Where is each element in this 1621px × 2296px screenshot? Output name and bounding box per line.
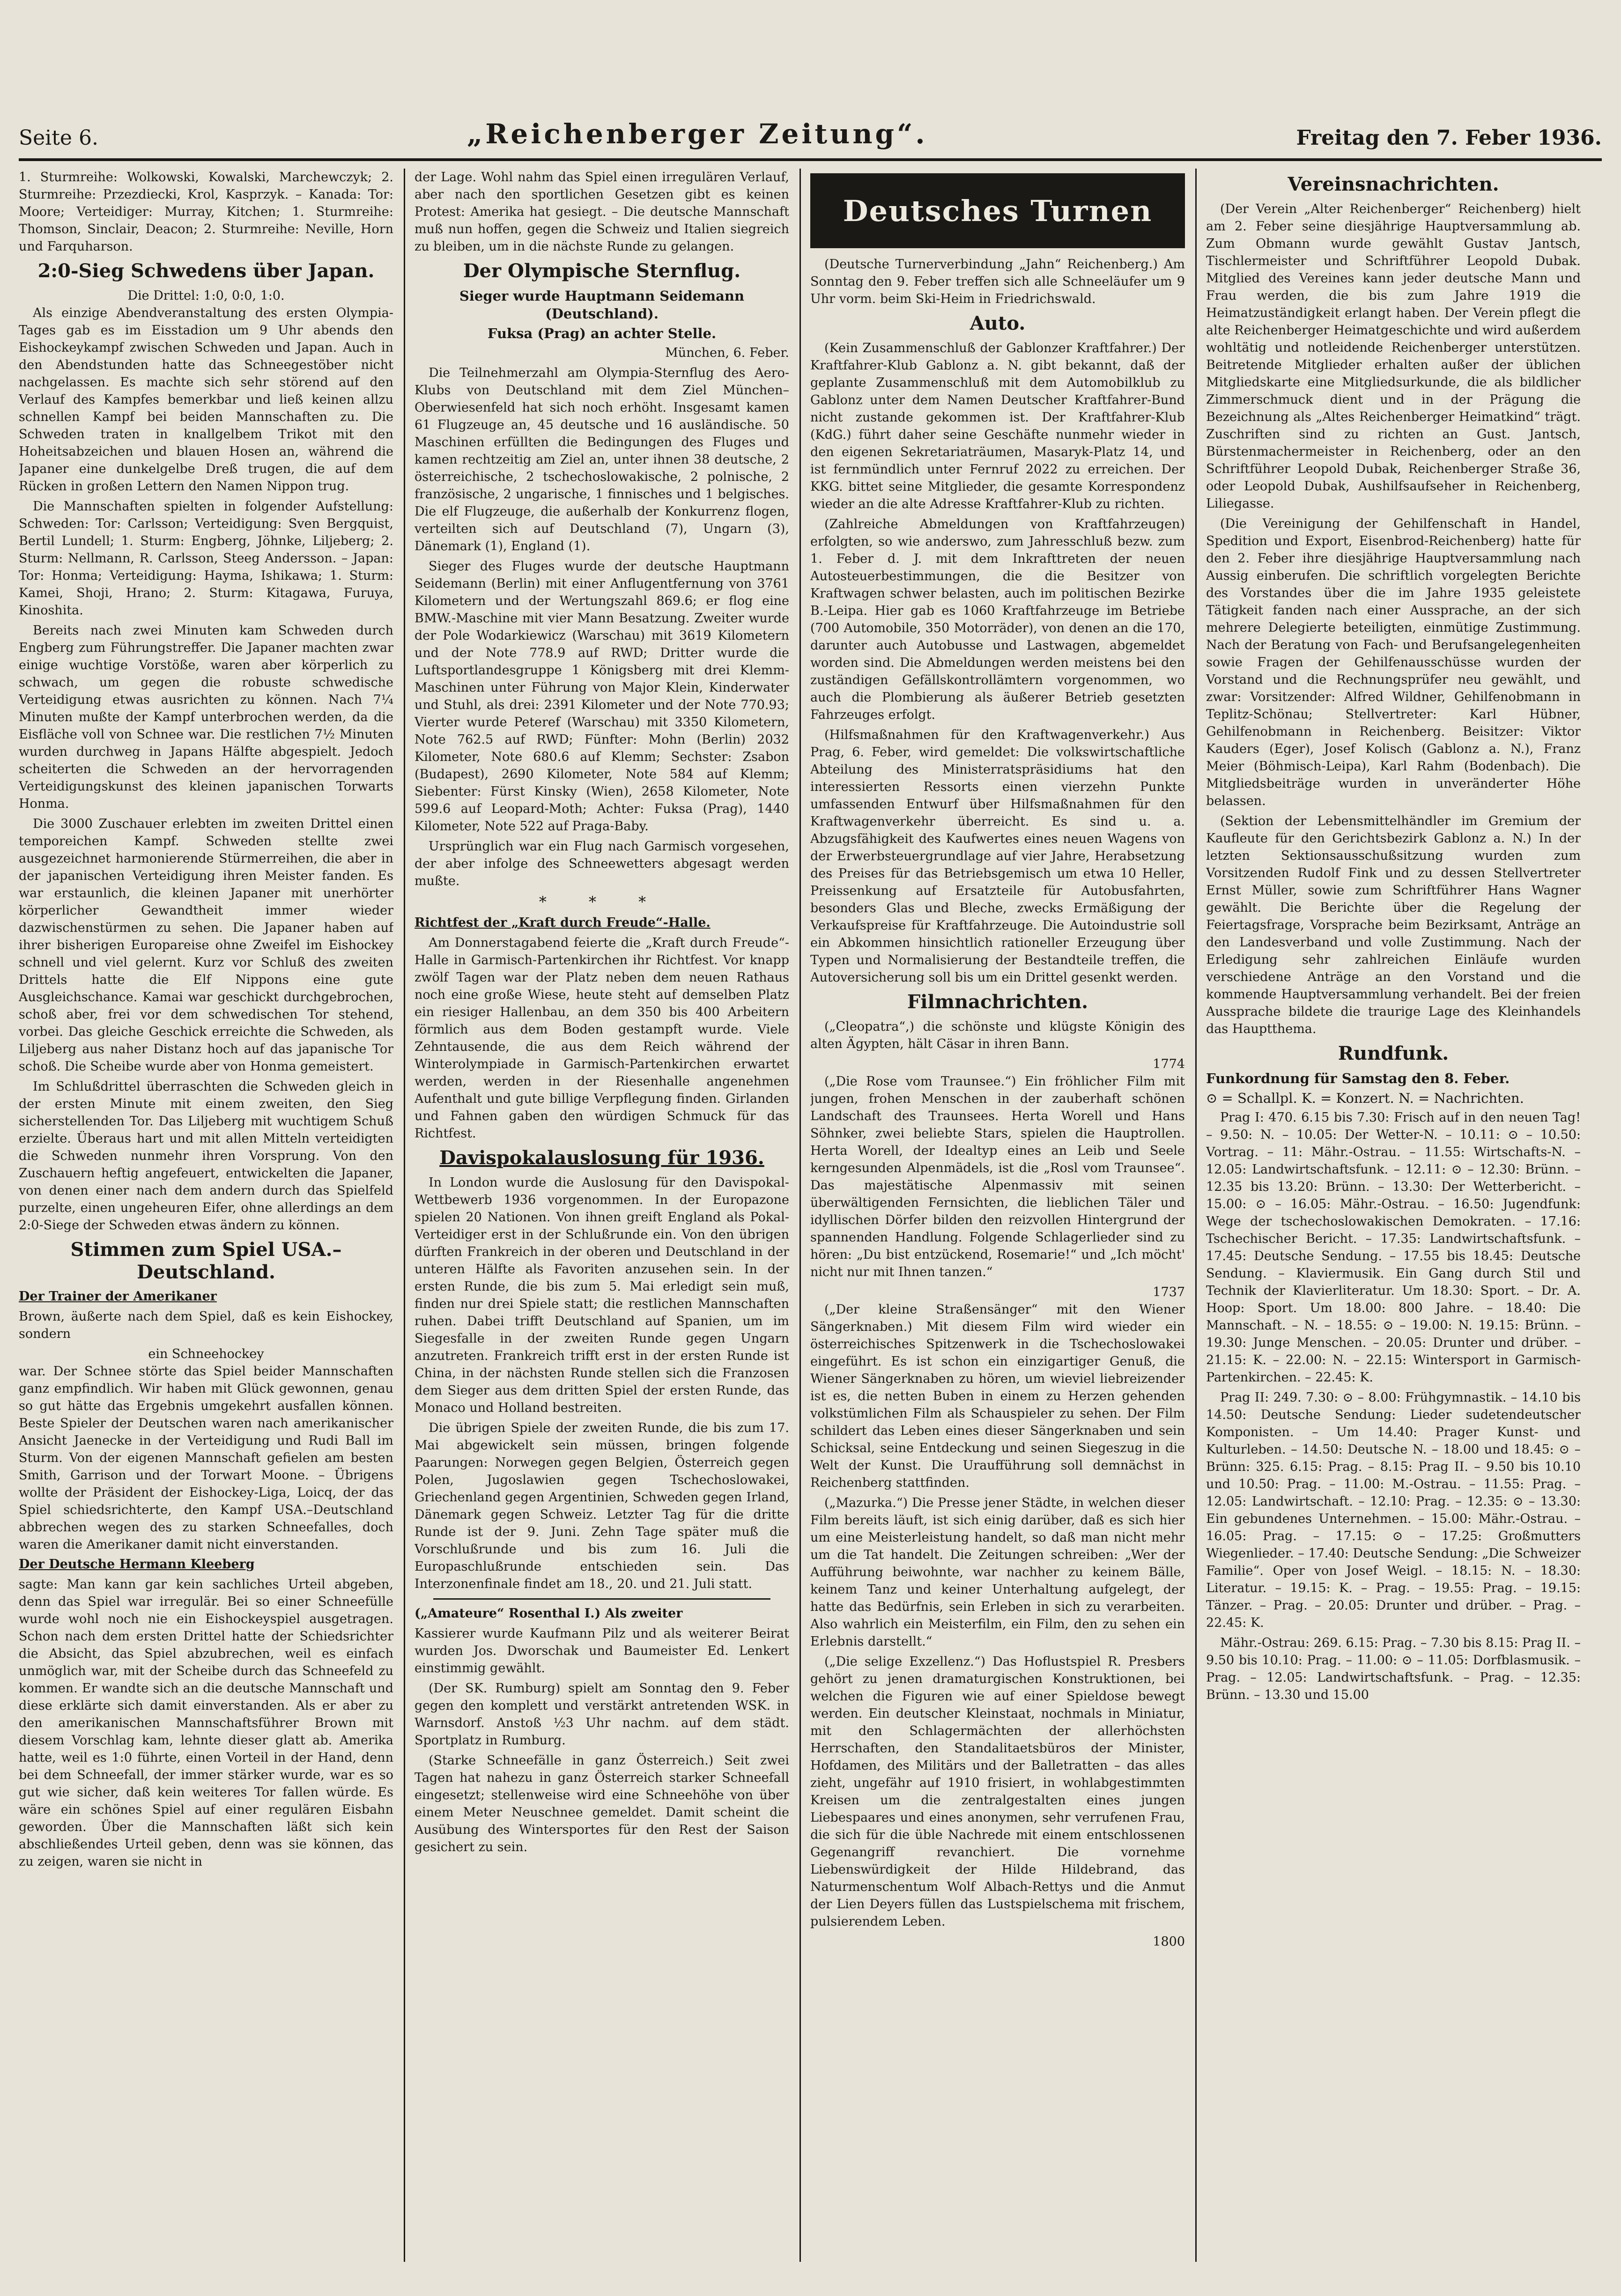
subheadline-kleeberg: Der Deutsche Hermann Kleeberg [19, 1557, 255, 1572]
divider [433, 1598, 770, 1600]
article-text: (Sektion der Lebensmittelhändler im Gremium der Kaufleute für den Gerichtsbezirk Gablonz a. N.) In der letzten Sektionsausschußsitzung wurden zum Vorsitzenden Rudolf Fink und zu dessen Stellvertreter Ernst Müller, sowie zum Schriftführer Hans Wagner gewählt. Die Berichte über die Regelung der Feiertagsfrage, Vorsprache beim Bezirksamt, Anträge an den Landesverband und volle Zustimmung. Nach der Erledigung sehr zahlreichen Einläufe wurden verschiedene Anträge an den Vorstand und die kommende Hauptversammlung verhandelt. Bei der freien Aussprache bildete die traurige Lage des Kleinhandels das Hauptthema. [1206, 814, 1581, 1036]
article-text: („Der kleine Straßensänger“ mit den Wiener Sängerknaben.) Mit diesem Film wird wieder ein österreichisches Spitzenwerk in die Tschechoslowakei eingeführt. Es ist schon ein einzigartiger Genuß, die Wiener Sängerknaben zu hören, um wieviel liebreizender ist es, die netten Buben in einem zu Herzen gehenden volkstümlichen Film als Schauspieler zu sehen. Der Film schildert das Leben eines dieser Sängerknaben und sein Schicksal, seine Entdeckung und seinen Siegeszug in die Welt der Kunst. Die Uraufführung soll demnächst in Reichenberg stattfinden. [810, 1302, 1185, 1490]
headline-vereinsnachrichten: Vereinsnachrichten. [1288, 173, 1499, 195]
subheadline: Sieger wurde Hauptmann Seidemann (Deutschland). [459, 288, 745, 322]
article-text: sagte: Man kann gar kein sachliches Urteil abgeben, denn das Spiel war irregulär. Bei so einer Schneefülle wurde wohl noch nie ein Eishockeyspiel ausgetragen. Schon nach dem ersten Drittel hatte der Schiedsrichter die Absicht, das Spiel abzubrechen, weil es einfach unmöglich war, mit der Scheibe durch das Schneefeld zu kommen. Er wandte sich an die deutsche Mannschaft und diese erklärte sich damit einverstanden. Als er aber zu den amerikanischen Mannschaftsführer Brown mit diesem Vorschlag kam, lehnte dieser glatt ab. Amerika hatte, weil es 1:0 führte, einen Vorteil in der Hand, denn bei dem Schneefall, der immer stärker wurde, war es so gut wie sicher, daß kein weiteres Tor fallen würde. Es wäre ein schönes Spiel auf einer regulären Eisbahn geworden. Über die Mannschaften läßt sich kein abschließendes Urteil geben, denn was sie können, das zu zeigen, waren sie nicht in [19, 1577, 393, 1869]
headline-sternflug: Der Olympische Sternflug. [463, 260, 741, 282]
article-text: (Die Vereinigung der Gehilfenschaft in Handel, Spedition und Export, Eisenbrod-Reichenberg) hatte für den 2. Feber ihre diesjährige Hauptversammlung nach Aussig einberufen. Die schriftlich vorgelegten Berichte des Vorstandes über die im Jahre 1935 geleistete Tätigkeit fanden nach einer Aussprache, an der sich mehrere Delegierte beteiligten, einmütige Zustimmung. Nach der Beratung von Fach- und Berufsangelegenheiten sowie Fragen der Gehilfenausschüsse wurden der Vorstand und die Rechnungsprüfer neu gewählt, und zwar: Vorsitzender: Alfred Wildner, Gehilfenobmann in Teplitz-Schönau; Stellvertreter: Karl Hübner, Gehilfenobmann in Reichenberg. Beisitzer: Viktor Kauders (Eger), Josef Kolisch (Gablonz a. N.), Franz Meier (Böhmisch-Leipa), Karl Rahm (Bodenbach). Die Mitgliedsbeiträge wurden in unveränderter Höhe belassen. [1206, 517, 1581, 808]
column-4 [1206, 169, 1581, 2266]
headline-sweden-japan: 2:0-Sieg Schwedens über Japan. [37, 260, 375, 282]
article-text: war. Der Schnee störte das Spiel beider Mannschaften ganz empfindlich. Wir haben mit Glück gewonnen, genau so gut hätte das Ergebnis umgekehrt ausfallen können. Beste Spieler der Deutschen waren nach amerikanischer Ansicht Jaenecke in der Verteidigung und Rudi Ball im Sturm. Von der eigenen Mannschaft gefielen am besten Smith, Garrison und der Torwart Moone. – Übrigens wollte der Präsident der Eishockey-Liga, Loicq, der das Spiel schiedsrichterte, den Kampf USA.–Deutschland abbrechen wegen des zu starken Schneefalles, doch waren die Amerikaner damit nicht einverstanden. [19, 1364, 393, 1552]
article-text: Ursprünglich war ein Flug nach Garmisch vorgesehen, der aber infolge des Schneewetters abgesagt werden mußte. [415, 839, 789, 888]
column-1 [19, 169, 393, 2266]
article-text: Die Teilnehmerzahl am Olympia-Sternflug des Aero-Klubs von Deutschland mit dem Ziel München–Oberwiesenfeld hat sich noch erhöht. Insgesamt kamen 61 Flugzeuge an, 45 deutsche und 16 ausländische. 50 Maschinen erfüllten die Bedingungen des Fluges und kamen rechtzeitig am Ziel an, unter ihnen 38 deutsche, 2 österreichische, 2 tschechoslowakische, 2 polnische, 2 französische, 2 ungarische, 1 finnisches und 1 belgisches. Die elf Flugzeuge, die außerhalb der Konkurrenz flogen, verteilten sich auf Deutschland (7), Ungarn (3), Dänemark (1), England (1). [415, 366, 789, 554]
radio-schedule: Prag II: 249. 7.30: ⊙ – 8.00: Frühgymnastik. – 14.10 bis 14.50: Deutsche Sendung: Lieder sudetendeutscher Komponisten. – Um 14.40: Prager Kunst- und Kulturleben. – 14.50: Deutsche N. – 18.00 und 18.45: ⊙ – Brünn: 325. 6.15: Prag. – 8.15: Prag II. – 9.50 bis 10.10 und 10.50: Prag. – 11.00: M.-Ostrau. – 11.55: Prag. – 12.05: Landwirtschaft. – 12.10: Prag. – 12.35: ⊙ – 13.30: Ein gebundenes Unternehmen. – 15.00: Mähr.-Ostrau. – 16.05: Prag. – 17.15: ⊙ – 17.25: Großmutters Wiegenlieder. – 17.40: Deutsche Sendung: „Die Schweizer Familie“. Oper von Josef Weigl. – 18.15: N. – 18.30: Literatur. – 19.15: K. – Prag. – 19.55: Prag. – 19.15: Tänzer. – Prag. – 20.05: Drunter und drüber. – Prag. – 22.45: K. [1206, 1390, 1581, 1630]
period-scores: Die Drittel: 1:0, 0:0, 1:0. [127, 288, 285, 303]
page-header [19, 112, 1602, 161]
column-rule [404, 169, 405, 2262]
article-text: Die 3000 Zuschauer erlebten im zweiten Drittel einen temporeichen Kampf. Schweden stellte zwei ausgezeichnet harmonierende Stürmerreihen, die aber in der japanischen Verteidigung ihren Meister fanden. Es war erstaunlich, die kleinen Japaner mit unerhörter körperlicher Gewandtheit immer wieder dazwischenstürmen zu sehen. Die Japaner haben auf ihrer bisherigen Europareise ohne Zweifel im Eishockey schnell und viel gelernt. Kurz vor Schluß des zweiten Drittels hatte die Elf Nippons eine gute Ausgleichschance. Kamai war geschickt durchgebrochen, schoß aber, frei vor dem schwedischen Tor stehend, vorbei. Das gleiche Geschick erreichte die Schweden, als Liljeberg aus naher Distanz hoch auf das japanische Tor schoß. Die Scheibe wurde aber von Honma gemeistert. [19, 817, 393, 1074]
article-text: (Hilfsmaßnahmen für den Kraftwagenverkehr.) Aus Prag, 6. Feber, wird gemeldet: Die volkswirtschaftliche Abteilung des Ministerratspräsidiums hat den interessierten Ressorts einen vierzehn Punkte umfassenden Entwurf über Hilfsmaßnahmen für den Kraftwagenverkehr überreicht. Es sind u. a. Abzugsfähigkeit des Kaufwertes eines neuen Wagens von der Erwerbsteuergrundlage auf vier Jahre, Herabsetzung des Preises für das Betriebsgemisch um etwa 10 Heller, Preissenkung auf Ersatzteile für Autobusfahrten, besonders Glas und Bleche, zwecks Ermäßigung der Verkaufspreise für Kraftfahrzeuge. Die Autoindustrie soll ein Abkommen hinsichtlich rationeller Erzeugung über Typen und Normalisierung der Bestandteile treffen, die Autoversicherung soll bis um ein Drittel gesenkt werden. [810, 728, 1185, 985]
radio-schedule: Mähr.-Ostrau: 269. 6.15: Prag. – 7.30 bis 8.15: Prag II. – 9.50 bis 10.10: Prag. – 11.00: ⊙ – 11.05: Dorfblasmusik. – Prag. – 12.05: Landwirtschaftsfunk. – Prag. – 12.35: Brünn. – 13.30 und 15.00 [1206, 1636, 1581, 1702]
turnen-banner [810, 173, 1185, 248]
article-text: (Der Verein „Alter Reichenberger“ Reichenberg) hielt am 2. Feber seine diesjährige Hauptversammlung ab. Zum Obmann wurde gewählt Gustav Jantsch, Tischlermeister und Schriftführer Leopold Dubak. Mitglied des Vereines kann jeder deutsche Mann und Frau werden, die bis zum Jahre 1919 die Heimatzuständigkeit erlangt haben. Der Verein pflegt die alte Reichenberger Heimatgeschichte und wird außerdem wohltätig und notleidende Reichenberger unterstützen. Beitretende Mitglieder erhalten außer der üblichen Mitgliedskarte eine Mitgliedsurkunde, die als bildlicher Zimmerschmuck dient und in der Prägung die Bezeichnung als „Altes Reichenberger Heimatkind“ trägt. Zuschriften sind zu richten an Gust. Jantsch, Bürstenmachermeister in Reichenberg, oder an den Schriftführer Leopold Dubak, Reichenberger Straße 36, oder Leopold Dubak, Aushilfsaufseher in Reichenberg, Liliegasse. [1206, 202, 1581, 511]
article-text: Als einzige Abendveranstaltung des ersten Olympia-Tages gab es im Eisstadion um 9 Uhr abends den Eishockeykampf zwischen Schweden und Japan. Auch in den Abendstunden hatte das Schneegestöber nicht nachgelassen. Es machte sich sehr störend auf den Verlauf des Kampfes bemerkbar und ließ keinen allzu schnellen Kampf bei beiden Mannschaften zu. Die Schweden traten in knallgelbem Trikot mit den Hoheitsabzeichen und blauen Hosen an, während die Japaner eine dunkelgelbe Dreß trugen, die auf dem Rücken in großen Lettern den Namen Nippon trug. [19, 306, 393, 494]
headline-amateure: („Amateure“ Rosenthal I.) Als zweiter [415, 1606, 683, 1621]
column-3 [810, 169, 1185, 2266]
article-text: Brown, äußerte nach dem Spiel, daß es kein Eishockey, sondern [19, 1309, 393, 1341]
article-text: Am Donnerstagabend feierte die „Kraft durch Freude“-Halle in Garmisch-Partenkirchen ihr Richtfest. Vor knapp zwölf Tagen war der Platz neben dem neuen Rathaus noch eine große Wiese, heute steht auf demselben Platz ein riesiger Hallenbau, an dem 350 bis 400 Arbeitern förmlich aus dem Boden gestampft wurde. Viele Zehntausende, die aus dem Reich während der Winterolympiade in Garmisch-Partenkirchen erwartet werden, werden in der Riesenhalle angenehmen Aufenthalt und gute billige Verpflegung finden. Girlanden und Fahnen gaben den würdigen Schmuck für das Richtfest. [415, 936, 789, 1141]
article-text: 1. Sturmreihe: Wolkowski, Kowalski, Marchewczyk; 2. Sturmreihe: Przezdiecki, Krol, Kasprzyk. – Kanada: Tor: Moore; Verteidiger: Murray, Kitchen; 1. Sturmreihe: Thomson, Sinclair, Deacon; 2. Sturmreihe: Neville, Horn und Farquharson. [19, 170, 393, 254]
article-text: („Die selige Exzellenz.“) Das Hoflustspiel R. Presbers gehört zu jenen dramaturgischen Konstruktionen, bei welchen die Figuren wie auf einer Spieldose bewegt werden. Ein deutscher Kleinstaat, nochmals in Miniatur, mit den Schlagermächten der allerhöchsten Herrschaften, den Standalitaetsbüros der Minister, Hofdamen, des Militärs und der Balletratten – das alles zieht, ungefähr auf 1910 frisiert, in wohlabgestimmten Kreisen um die zentralgestalten eines jungen Liebespaares und eines anonymen, sehr verrufenen Frau, die sich für die üble Nachrede mit einem entschlossenen Gegenangriff revanchiert. Die vornehme Liebenswürdigkeit der Hilde Hildebrand, das Naturmenschentum Wolf Albach-Rettys und die Anmut der Lien Deyers füllen das Lustspielschema mit frischem, pulsierendem Leben. [810, 1654, 1185, 1929]
newspaper-page [19, 19, 1602, 2276]
article-text: In London wurde die Auslosung für den Davispokal-Wettbewerb 1936 vorgenommen. In der Europazone spielen 20 Nationen. Von ihnen greift England als Pokal-Verteidiger erst in der Schlußrunde ein. Von den übrigen dürften Frankreich in der oberen und Deutschland in der unteren Hälfte als Favoriten anzusehen sein. In der ersten Runde, die bis zum 5. Mai erledigt sein muß, finden nur drei Spiele statt; die restlichen Mannschaften ruhen. Dabei trifft Deutschland auf Spanien, um im Siegesfalle in der zweiten Runde gegen Ungarn anzutreten. Frankreich trifft erst in der ersten Runde ist China, in der nächsten Runde stellen sich die Franzosen dem Sieger aus dem dritten Spiel der ersten Runde, das Monaco und Holland bestreiten. [415, 1175, 789, 1415]
headline-film: Filmnachrichten. [907, 991, 1088, 1013]
column-rule [1195, 169, 1197, 2262]
page-number: Seite 6. [19, 126, 98, 150]
column-2 [415, 169, 789, 2266]
headline-rundfunk: Rundfunk. [1338, 1042, 1449, 1064]
article-text: Im Schlußdrittel überraschten die Schweden gleich in der ersten Minute mit einem zweiten, den Sieg sicherstellenden Tor. Das Liljeberg mit wuchtigem Schuß erzielte. Überaus hart und mit allen Mitteln verteidigten die Schweden nunmehr ihren Vorsprung. Von den Zuschauern heftig angefeuert, entwickelten die Japaner, von denen einer nach dem andern durch das Spielfeld purzelte, einen ungeheuren Eifer, ohne allerdings an dem 2:0-Siege der Schweden etwas ändern zu können. [19, 1079, 393, 1233]
article-text: (Starke Schneefälle in ganz Österreich.) Seit zwei Tagen hat nahezu in ganz Österreich starker Schneefall eingesetzt; stellenweise wird eine Schneehöhe von über einem Meter Neuschnee gemeldet. Damit scheint die Ausübung des Wintersportes für den Rest der Saison gesichert zu sein. [415, 1753, 789, 1854]
dateline: München, 6. Feber. [665, 346, 789, 360]
article-text: („Die Rose vom Traunsee.“) Ein fröhlicher Film mit jungen, frohen Menschen in der zauberhaft schönen Landschaft des Traunsees. Herta Worell und Hans Söhnker, zwei beliebte Stars, spielen die Hauptrollen. Herta Worell, der Idealtyp eines an Leib und Seele kerngesunden Alpenmädels, ist die „Rosl vom Traunsee“. Das majestätische Alpenmassiv mit seinen überwältigenden Fernsichten, die lieblichen Täler und idyllischen Dörfer bilden den reizvollen Hintergrund der spannenden Handlung. Folgende Schlagerlieder sind zu hören: „Du bist entzückend, Rosemarie!“ und „Ich möcht' nicht nur mit Ihnen tanzen.“ [810, 1074, 1185, 1279]
ad-number: 1774 [1153, 1057, 1185, 1071]
radio-legend: ⊙ = Schallpl. K. = Konzert. N. = Nachrichten. [1206, 1090, 1524, 1106]
quote-emphasis: ein Schneehockey [148, 1347, 264, 1361]
article-text: der Lage. Wohl nahm das Spiel einen irregulären Verlauf, aber nach den sportlichen Gesetzen gibt es keinen Protest: Amerika hat gesiegt. – Die deutsche Mannschaft muß nun hoffen, gegen die Schweiz und Italien siegreich zu bleiben, um in die nächste Runde zu gelangen. [415, 170, 789, 254]
article-text: (Kein Zusammenschluß der Gablonzer Kraftfahrer.) Der Kraftfahrer-Klub Gablonz a. N. gibt bekannt, daß der geplante Zusammenschluß mit dem Automobilklub zu Gablonz unter dem Namen Deutscher Kraftfahrer-Bund nicht zustande gekommen ist. Der Kraftfahrer-Klub (KdG.) führt daher seine Geschäfte nunmehr wieder in den eigenen Sekretariaträumen, Masaryk-Platz 14, und ist fernmündlich unter Fernruf 2022 zu erreichen. Der KKG. bittet seine Mitglieder, die gesamte Korrespondenz wieder an die alte Adresse Kraftfahrer-Klub zu richten. [810, 341, 1185, 511]
article-text: Bereits nach zwei Minuten kam Schweden durch Engberg zum Führungstreffer. Die Japaner machten zwar einige wuchtige Vorstöße, waren aber körperlich zu schwach, um gegen die robuste schwedische Verteidigung etwas ausrichten zu können. Nach 7¼ Minuten mußte der Kampf unterbrochen werden, da die Eisfläche voll von Schnee war. Die restlichen 7½ Minuten wurden durchweg in Japans Hälfte abgespielt. Jedoch scheiterten die Schweden an der hervorragenden Verteidigungskunst des kleinen japanischen Torwarts Honma. [19, 623, 393, 811]
column-rule [799, 169, 801, 2262]
ad-number: 1737 [1153, 1285, 1185, 1299]
section-separator: * * * [539, 893, 665, 911]
article-text: Kassierer wurde Kaufmann Pilz und als weiterer Beirat wurden Jos. Dworschak und Baumeister Ed. Lenkert einstimmig gewählt. [415, 1626, 789, 1676]
subheadline-trainer: Der Trainer der Amerikaner [19, 1289, 217, 1304]
article-text: Die Mannschaften spielten in folgender Aufstellung: Schweden: Tor: Carlsson; Verteidigung: Sven Bergquist, Bertil Lundell; 1. Sturm: Engberg, Jöhnke, Liljeberg; 2. Sturm: Nellmann, R. Carlsson, Steeg Andersson. – Japan: Tor: Honma; Verteidigung: Hayma, Ishikawa; 1. Sturm: Kamei, Shoji, Hrano; 2. Sturm: Kitagawa, Furuya, Kinoshita. [19, 499, 393, 618]
headline-auto: Auto. [970, 312, 1026, 334]
headline-davis-cup: Davispokalauslosung für 1936. [439, 1147, 764, 1169]
subheadline: Fuksa (Prag) an achter Stelle. [487, 325, 717, 341]
article-text: (Deutsche Turnerverbindung „Jahn“ Reichenberg.) Am Sonntag den 9. Feber treffen sich alle Schneeläufer um 9 Uhr vorm. beim Ski-Heim in Friedrichswald. [810, 257, 1185, 306]
article-text: Die übrigen Spiele der zweiten Runde, die bis zum 17. Mai abgewickelt sein müssen, bringen folgende Paarungen: Norwegen gegen Belgien, Österreich gegen Polen, Jugoslawien gegen Tschechoslowakei, Griechenland gegen Argentinien, Schweden gegen Irland, Dänemark gegen Schweiz. Letzter Tag für die dritte Runde ist der 9. Juni. Zehn Tage später muß die Vorschlußrunde und bis zum 16. Juli die Europaschlußrunde entschieden sein. Das Interzonenfinale findet am 18., 20. und 21. Juli statt. [415, 1421, 789, 1591]
article-text: („Cleopatra“,) die schönste und klügste Königin des alten Ägypten, hält Cäsar in ihren Bann. [810, 1019, 1185, 1051]
headline-richtfest: Richtfest der „Kraft durch Freude“-Halle. [415, 915, 711, 930]
article-text: (Zahlreiche Abmeldungen von Kraftfahrzeugen) erfolgten, so wie anderswo, zum Jahresschluß bezw. zum 1. Feber d. J. mit dem Inkrafttreten der neuen Autosteuerbestimmungen, die die Besitzer von Kraftwagen schwer belasten, auch im politischen Bezirke B.-Leipa. Hier gab es 1060 Kraftfahrzeuge im Betriebe (700 Automobile, 350 Motorräder), von denen an die 170, darunter auch Autobusse und Lastwagen, abgemeldet worden sind. Die Abmeldungen werden meistens bei den zuständigen Gefällskontrollämtern vorgenommen, wo auch die Plombierung als äußerer Betrieb gesetzten Fahrzeuges erfolgt. [810, 517, 1185, 722]
article-text: (Der SK. Rumburg) spielt am Sonntag den 9. Feber gegen den komplett und verstärkt antretenden WSK. in Warnsdorf. Anstoß ½3 Uhr nachm. auf dem städt. Sportplatz in Rumburg. [415, 1681, 789, 1748]
radio-schedule: Prag I: 470. 6.15 bis 7.30: Frisch auf in den neuen Tag! – 9.50: N. – 10.05: Der Wetter-N. – 10.11: ⊙ – 10.50: Vortrag. – 11: Mähr.-Ostrau. – 11.55: Wirtschafts-N. – 12.05: Landwirtschaftsfunk. – 12.11: ⊙ – 12.30: Brünn. – 12.35 bis 13.20: Brünn. – 13.30: Der Wetterbericht. – 15.00: ⊙ – 16.05: Mähr.-Ostrau. – 16.50: Jugendfunk: Wege der tschechoslowakischen Demokraten. – 17.16: Tschechischer Bericht. – 17.35: Landwirtschaftsfunk. – 17.45: Deutsche Sendung. – 17.55 bis 18.45: Deutsche Sendung. – Klaviermusik. Ein Gang durch Stil und Technik der Klavierliteratur. Um 18.30: Sport. – Dr. A. Hoop: Sport. Um 18.00: 800 Jahre. – 18.40: Die Mannschaft. – N. – 18.55: ⊙ – 19.00: N. 19.15: Brünn. – 19.30: Junge Menschen. – 20.05: Drunter und drüber. – 21.15: K. – 22.00: N. – 22.15: Wintersport in Garmisch-Partenkirchen. – 22.45: K. [1206, 1110, 1581, 1385]
article-text: Sieger des Fluges wurde der deutsche Hauptmann Seidemann (Berlin) mit einer Anflugentfernung von 3761 Kilometern und der Wertungszahl 869.6; er flog eine BMW.-Maschine mit vier Mann Besatzung. Zweiter wurde der Pole Wodarkiewicz (Warschau) mit 3619 Kilometern und der Note 778.9 auf RWD; Dritter wurde die Luftsportlandesgruppe 1 Königsberg mit drei Klemm-Maschinen unter Führung von Major Klein, Kinderwater und Stuhl, als drei: 2391 Kilometer und der Note 770.93; Vierter wurde Peteref (Warschau) mit 3350 Kilometern, Note 762.5 auf RWD; Fünfter: Mohn (Berlin) 2032 Kilometer, Note 680.6 auf Klemm; Sechster: Zsabon (Budapest), 2690 Kilometer, Note 584 auf Klemm; Siebenter: Fürst Kinsky (Wien), 2658 Kilometer, Note 599.6 auf Leopard-Moth; Achter: Fuksa (Prag), 1440 Kilometer, Note 522 auf Praga-Baby. [415, 559, 789, 834]
banner-title: Deutsches Turnen [843, 193, 1153, 228]
ad-number: 1800 [1153, 1934, 1185, 1949]
issue-date: Freitag den 7. Feber 1936. [1296, 126, 1602, 150]
radio-schedule-title: Funkordnung für Samstag den 8. Feber. [1206, 1070, 1510, 1086]
article-text: („Mazurka.“) Die Presse jener Städte, in welchen dieser Film bereits läuft, ist sich einig darüber, daß es sich hier um eine Meisterleistung handelt, so daß man nicht mehr um die Tat handelt. Die Zeitungen schreiben: „Wer der Aufführung beiwohnte, war nachher zu keinem Bälle, keinem Tanz und keiner Unterhaltung aufgelegt, der hatte das Bedürfnis, sein Erleben in sich zu verarbeiten. Also wahrlich ein Meisterfilm, ein Film, den zu sehen ein Erlebnis darstellt.“ [810, 1496, 1185, 1649]
headline-usa-germany: Stimmen zum Spiel USA.–Deutschland. [70, 1239, 342, 1283]
newspaper-title: „Reichenberger Zeitung“. [466, 118, 928, 150]
